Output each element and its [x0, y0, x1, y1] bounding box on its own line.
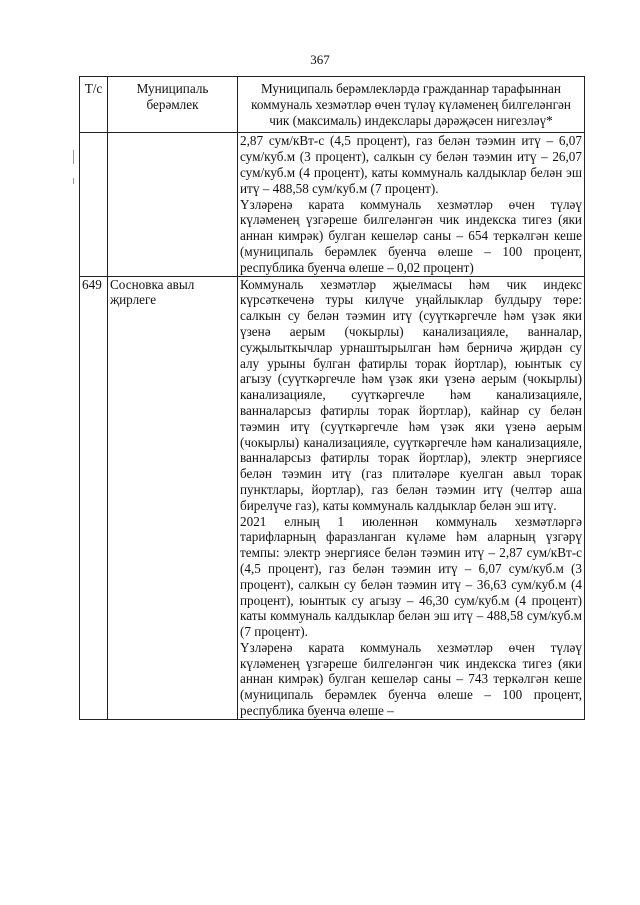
header-justification: Муниципаль берәмлекләрдә гражданнар тарафыннан коммуналь хезмәтләр өчен түләү күләменең билгеләнгән чик (максималь) индекслары дәрәҗәсен нигезләү*: [238, 77, 585, 133]
page-number: 367: [310, 52, 330, 67]
table-header-row: [80, 77, 585, 133]
table-row: [80, 276, 585, 719]
header-number: Т/с: [80, 77, 108, 133]
row-number: 649: [80, 276, 108, 719]
header-municipality: Муниципаль берәмлек: [108, 77, 238, 133]
row-paragraph: Үзләренә карата коммуналь хезмәтләр өчен түләү күләменең үзгәреше билгеләнгән чик индекска тигез (яки аннан кимрәк) булган кешеләр саны – 743 теркәлгән кеше (муниципаль берәмлек буенча өлеше – 100 процент, республика буенча өлеше –: [240, 639, 582, 719]
row-municipality: Сосновка авыл җирлеге: [108, 276, 238, 719]
row-paragraph: Үзләренә карата коммуналь хезмәтләр өчен түләү күләменең үзгәреше билгеләнгән чик индекска тигез (яки аннан кимрәк) булган кешеләр саны – 654 теркәлгән кеше (муниципаль берәмлек буенча өлеше – 100 процент, республика буенча өлеше – 0,02 процент): [240, 196, 582, 275]
row-justification: [238, 276, 585, 719]
row-justification: [238, 133, 585, 276]
margin-mark: [73, 150, 74, 164]
row-paragraph: 2021 елның 1 июленнән коммуналь хезмәтләргә тарифларның фаразланган күләме һәм аларның үзгәрү темпы: электр энергиясе белән тәэмин итү – 2,87 сум/кВт-с (4,5 процент), газ белән тәэмин итү – 6,07 сум/куб.м (3 процент), салкын су белән тәэмин итү – 36,63 сум/куб.м (4 процент), юынтык су агызу – 46,30 сум/куб.м (4 процент) каты коммуналь калдыклар белән эш итү – 488,58 сум/куб.м (7 процент).: [240, 513, 582, 640]
row-municipality: [108, 133, 238, 276]
row-number: [80, 133, 108, 276]
margin-mark: [73, 178, 74, 184]
table-row: [80, 133, 585, 276]
row-paragraph: Коммуналь хезмәтләр җыелмасы һәм чик индекс күрсәткеченә туры килүче уңайлыклар булдыру төре: салкын су белән тәэмин итү (суүткәргечле һәм үзәк яки үзенә аерым (чокырлы) канализацияле, ванналар, суҗылыткычлар урнаштырылган һәм берничә җирдән су алу урыны булган фатирлы торак йортлар), юынтык су агызу (суүткәргечле һәм үзәк яки үзенә аерым (чокырлы) канализацияле, суүткәргечле һәм канализацияле, ванналарсыз фатирлы торак йортлар), кайнар су белән тәэмин итү (суүткәргечле һәм үзәк яки үзенә аерым (чокырлы) канализацияле, суүткәргечле һәм канализацияле, ванналарсыз фатирлы торак йортлар), электр энергиясе белән тәэмин итү (газ плитәләре куелган авыл торак пунктлары, йортлар), газ белән тәэмин итү (челтәр аша бирелүче газ), каты коммуналь калдыклар белән эш итү.: [240, 276, 582, 513]
row-paragraph: 2,87 сум/кВт-с (4,5 процент), газ белән тәэмин итү – 6,07 сум/куб.м (3 процент), салкын су белән тәэмин итү – 26,07 сум/куб.м (4 процент), каты коммуналь калдыклар белән эш итү – 488,58 сум/куб.м (7 процент).: [240, 133, 582, 196]
indices-table: [79, 76, 585, 720]
